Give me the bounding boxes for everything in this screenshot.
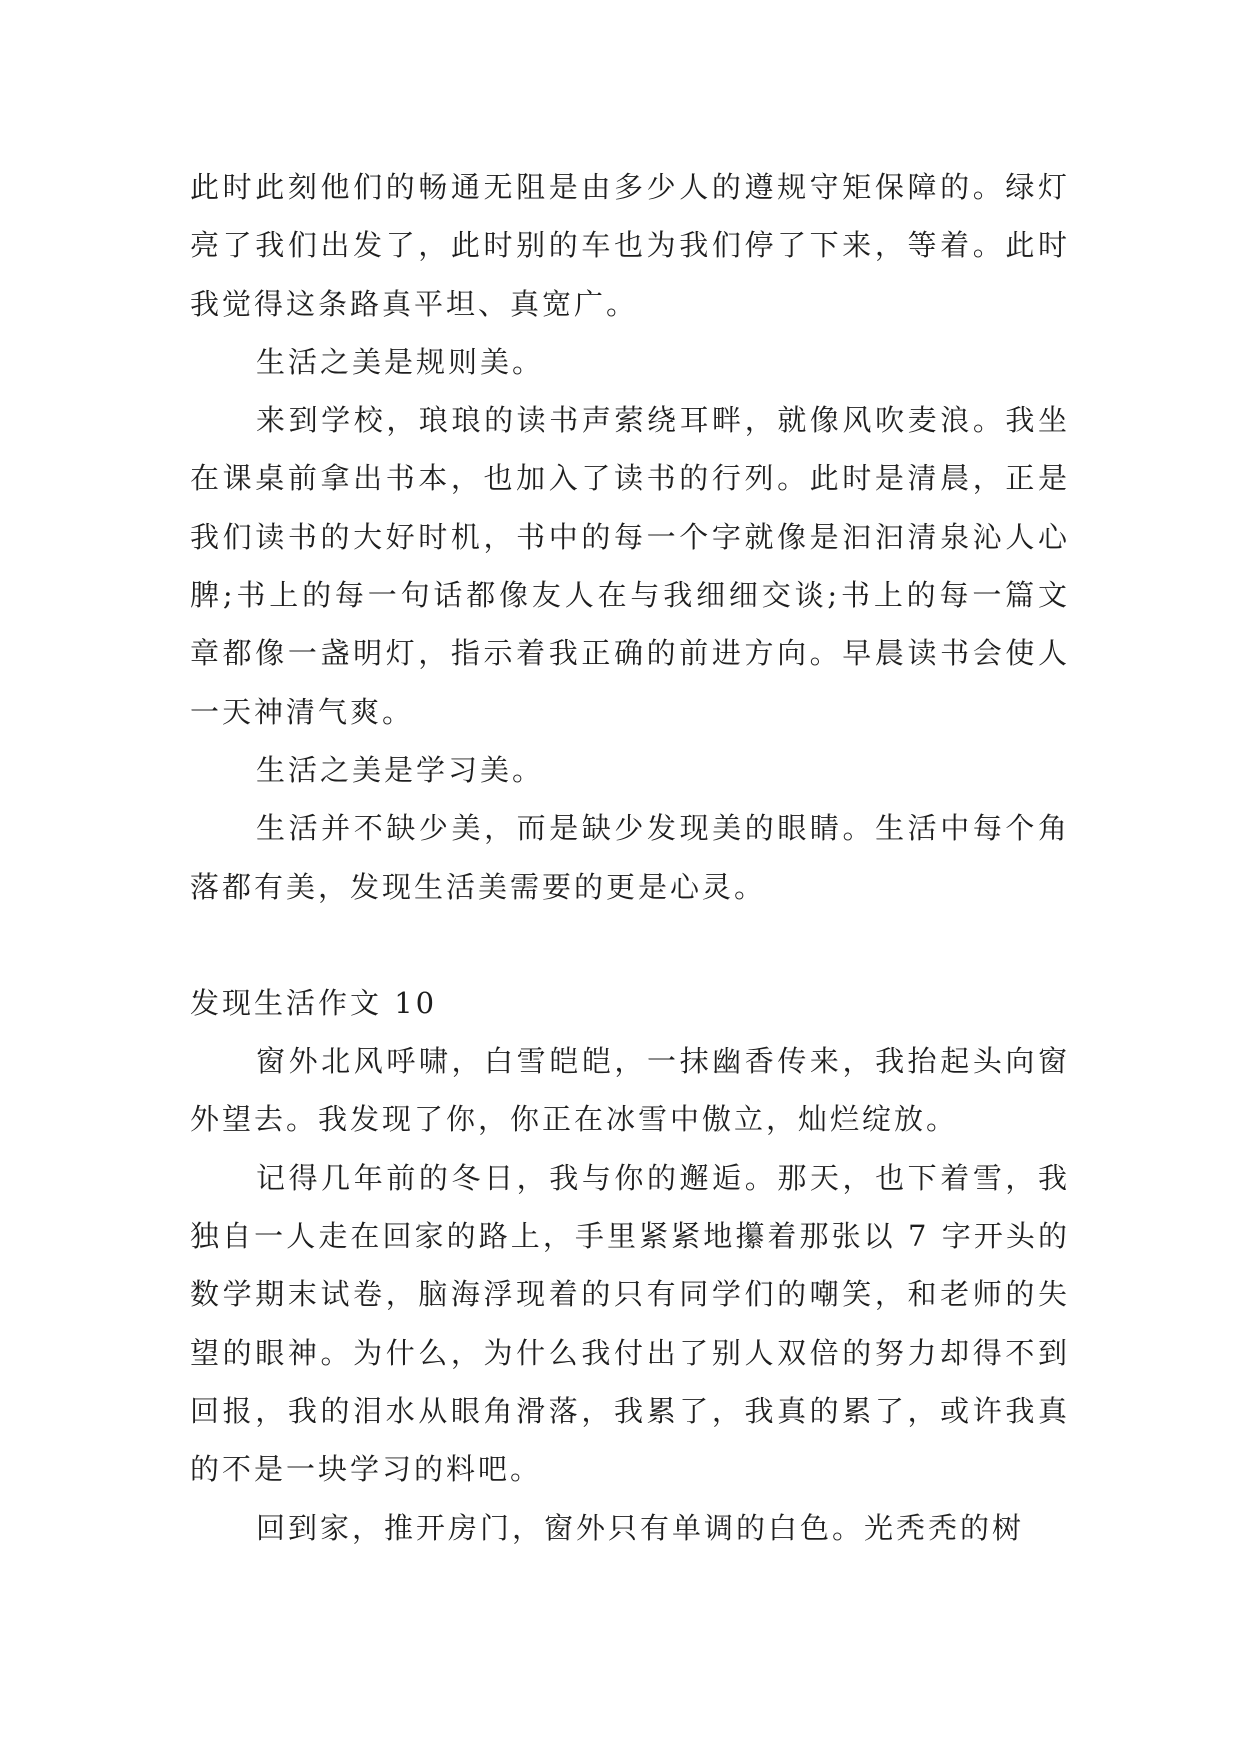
- section-gap: [190, 916, 1070, 974]
- paragraph-learning-beauty: 生活之美是学习美。: [256, 752, 545, 787]
- paragraph-school-reading: 来到学校，琅琅的读书声萦绕耳畔，就像风吹麦浪。我坐在课桌前拿出书本，也加入了读书的行列。此时是清晨，正是我们读书的大好时机，书中的每一个字就像是汩汩清泉沁人心脾;书上的每一句话都像友人在与我细细交谈;书上的每一篇文章都像一盏明灯，指示着我正确的前进方向。早晨读书会使人一天神清气爽。: [190, 403, 1070, 729]
- document-page: [190, 158, 1070, 1557]
- paragraph-memory-winter: 记得几年前的冬日，我与你的邂逅。那天，也下着雪，我独自一人走在回家的路上，手里紧紧地攥着那张以 7 字开头的数学期末试卷，脑海浮现着的只有同学们的嘲笑，和老师的失望的眼神。为什么，为什么我付出了别人双倍的努力却得不到回报，我的泪水从眼角滑落，我累了，我真的累了，或许我真的不是一块学习的料吧。: [190, 1160, 1070, 1487]
- paragraph-rule-beauty: 生活之美是规则美。: [256, 344, 545, 379]
- paragraph-return-home: 回到家，推开房门，窗外只有单调的白色。光秃秃的树: [256, 1510, 1025, 1545]
- essay-title: 发现生活作文 10: [190, 985, 438, 1020]
- paragraph-traffic-continuation: 此时此刻他们的畅通无阻是由多少人的遵规守矩保障的。绿灯亮了我们出发了，此时别的车也为我们停了下来，等着。此时我觉得这条路真平坦、真宽广。: [190, 170, 1070, 321]
- paragraph-conclusion: 生活并不缺少美，而是缺少发现美的眼睛。生活中每个角落都有美，发现生活美需要的更是心灵。: [190, 811, 1070, 904]
- paragraph-window-snow: 窗外北风呼啸，白雪皑皑，一抹幽香传来，我抬起头向窗外望去。我发现了你，你正在冰雪中傲立，灿烂绽放。: [190, 1044, 1070, 1137]
